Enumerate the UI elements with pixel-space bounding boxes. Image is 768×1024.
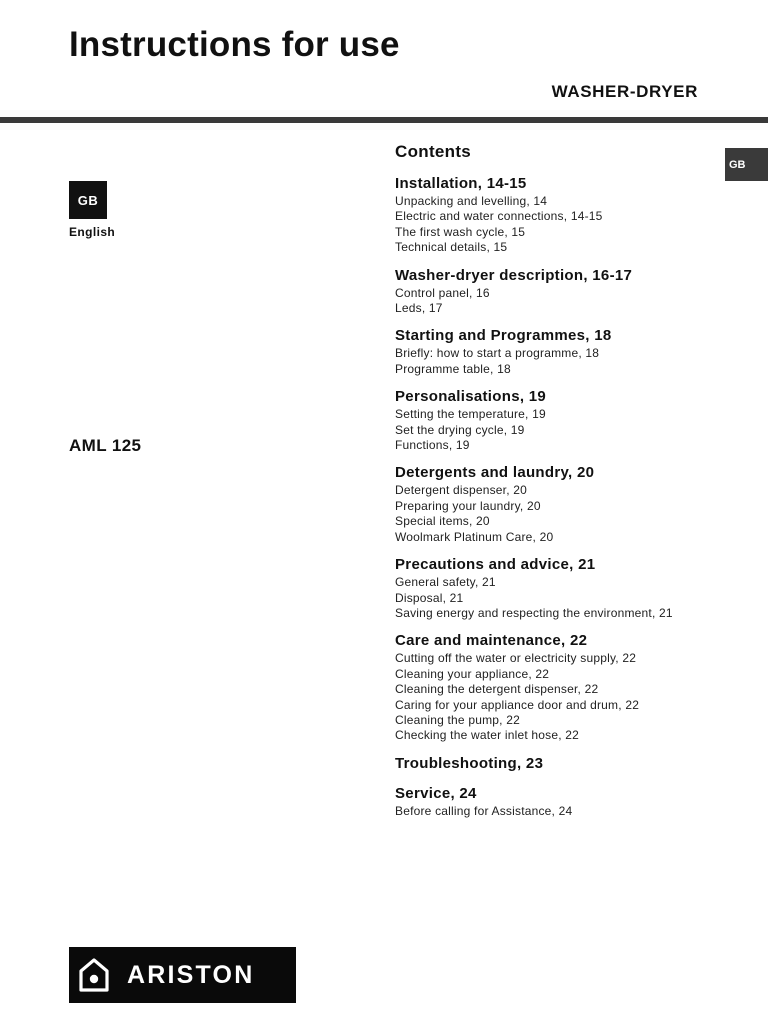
contents-entry: Saving energy and respecting the environment, 21 [395,605,673,620]
header-divider [0,117,768,123]
contents-entry: Woolmark Platinum Care, 20 [395,529,554,544]
contents-section [395,174,735,256]
contents-entry: Set the drying cycle, 19 [395,422,525,437]
section-title: Precautions and advice, 21 [395,556,596,574]
section-title: Service, 24 [395,784,477,802]
contents-entry: Detergent dispenser, 20 [395,483,528,498]
contents-sections [395,174,735,819]
contents-section [395,631,735,743]
section-title: Starting and Programmes, 18 [395,327,612,345]
contents-entry: Control panel, 16 [395,285,490,300]
ariston-logo [69,947,296,1003]
contents-entry: Functions, 19 [395,438,470,453]
contents-section [395,784,735,819]
section-title: Detergents and laundry, 20 [395,464,595,482]
brand-name: ARISTON [127,960,255,989]
contents-entry: Caring for your appliance door and drum, 22 [395,697,640,712]
section-title: Installation, 14-15 [395,175,527,192]
language-code-badge: GB [69,181,107,219]
contents-entry: The first wash cycle, 15 [395,224,526,239]
model-number: AML 125 [69,436,142,455]
contents-entry: General safety, 21 [395,575,496,590]
section-items [395,286,735,317]
product-type: WASHER-DRYER [551,82,698,101]
contents-entry: Cleaning the pump, 22 [395,712,520,727]
section-items [395,346,735,377]
section-title: Personalisations, 19 [395,388,547,406]
contents-section [395,555,735,621]
contents-section [395,754,735,774]
contents-section [395,387,735,453]
contents-entry: Briefly: how to start a programme, 18 [395,346,600,361]
section-items [395,651,735,743]
section-items [395,194,735,256]
contents-section [395,266,735,317]
section-items [395,575,735,621]
contents-entry: Special items, 20 [395,514,490,529]
contents-entry: Disposal, 21 [395,590,464,605]
contents-entry: Unpacking and levelling, 14 [395,194,548,208]
section-title: Troubleshooting, 23 [395,754,544,772]
language-label: English [69,225,116,239]
table-of-contents [395,141,735,829]
contents-entry: Cleaning your appliance, 22 [395,666,550,681]
contents-entry: Checking the water inlet hose, 22 [395,728,580,743]
contents-entry: Preparing your laundry, 20 [395,498,541,513]
contents-entry: Cleaning the detergent dispenser, 22 [395,682,599,697]
contents-entry: Technical details, 15 [395,240,508,255]
section-title: Care and maintenance, 22 [395,632,588,650]
contents-entry: Electric and water connections, 14-15 [395,209,603,224]
page-title: Instructions for use [69,25,400,64]
contents-entry: Setting the temperature, 19 [395,407,546,422]
contents-section [395,326,735,377]
section-items [395,804,735,819]
contents-heading: Contents [395,142,472,161]
contents-section [395,463,735,545]
contents-entry: Before calling for Assistance, 24 [395,803,573,818]
section-title: Washer-dryer description, 16-17 [395,266,633,284]
contents-entry: Leds, 17 [395,301,443,316]
house-logo-icon [79,958,109,992]
section-items [395,483,735,545]
contents-entry: Programme table, 18 [395,361,511,376]
language-side-tab: GB [725,148,768,181]
section-items [395,407,735,453]
contents-entry: Cutting off the water or electricity supply, 22 [395,651,637,666]
